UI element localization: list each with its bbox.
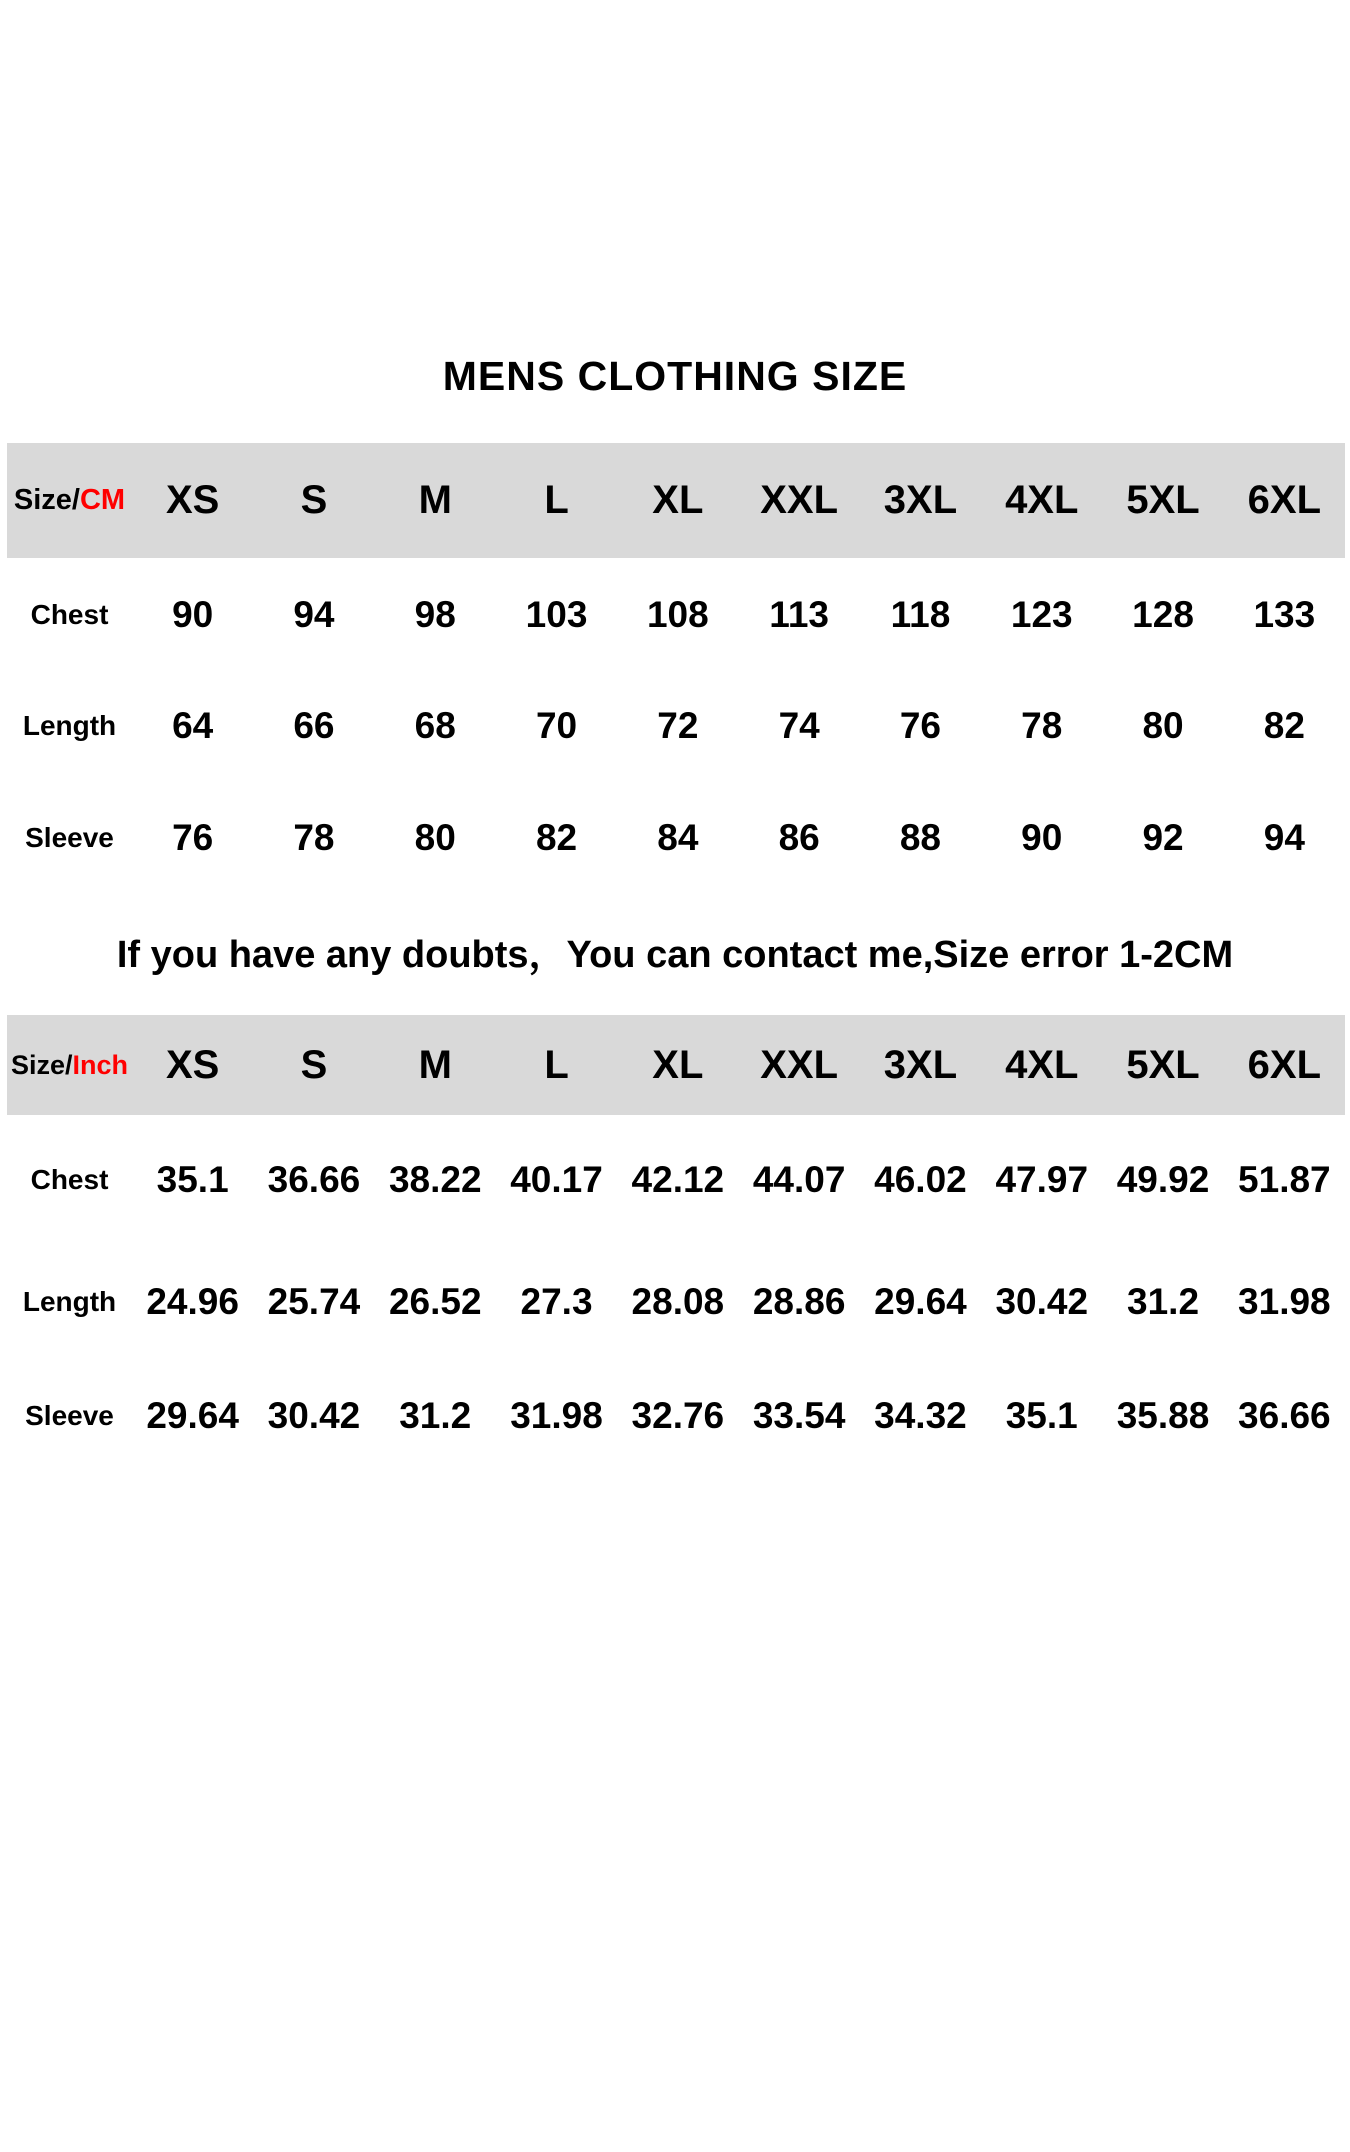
cm-length-value: 72 (657, 705, 699, 746)
cm-sleeve-value: 84 (657, 816, 699, 858)
cm-chest-value: 90 (172, 594, 214, 635)
inch-length-value: 26.52 (388, 1280, 482, 1322)
inch-col-header-s: S (253, 1015, 374, 1115)
inch-col-header-xl: XL (617, 1015, 738, 1115)
inch-length-value: 30.42 (995, 1280, 1089, 1322)
cm-table-unit-header (7, 443, 132, 558)
cm-sleeve-value: 92 (1142, 816, 1184, 858)
contact-note: If you have any doubts，You can contact me,Size error 1-2CM (116, 934, 1234, 976)
cm-chest-row-label: Chest (30, 599, 109, 630)
cm-sleeve-value: 86 (778, 816, 820, 858)
cm-sleeve-value: 80 (414, 816, 456, 858)
cm-chest-value: 128 (1132, 594, 1194, 635)
inch-chest-row-label: Chest (30, 1163, 109, 1195)
cm-length-value: 74 (778, 705, 820, 746)
cm-chest-value: 133 (1253, 594, 1316, 635)
cm-length-value: 64 (172, 705, 214, 746)
cm-col-header-xs: XS (132, 443, 253, 558)
inch-col-header-l: L (496, 1015, 617, 1115)
inch-sleeve-value: 35.1 (1005, 1394, 1078, 1436)
inch-length-value: 28.08 (631, 1280, 725, 1322)
inch-chest-value: 40.17 (510, 1158, 603, 1200)
inch-sleeve-value: 35.88 (1116, 1394, 1210, 1436)
cm-chest-value: 98 (414, 594, 456, 635)
cm-col-header-5xl: 5XL (1102, 443, 1223, 558)
cm-sleeve-row-label: Sleeve (25, 821, 114, 853)
cm-col-header-s: S (253, 443, 374, 558)
cm-length-value: 76 (899, 705, 942, 746)
inch-sleeve-value: 31.98 (510, 1394, 603, 1436)
inch-col-header-6xl: 6XL (1224, 1015, 1345, 1115)
cm-col-header-m: M (375, 443, 496, 558)
inch-length-row-label: Length (22, 1285, 117, 1317)
cm-sleeve-value: 90 (1021, 816, 1063, 858)
cm-length-value: 68 (414, 705, 456, 746)
inch-sleeve-value: 36.66 (1238, 1394, 1331, 1436)
cm-sleeve-value: 82 (535, 816, 578, 858)
inch-length-value: 25.74 (267, 1280, 361, 1322)
inch-col-header-5xl: 5XL (1102, 1015, 1223, 1115)
inch-length-value: 29.64 (874, 1280, 967, 1322)
size-table-cm (7, 443, 1345, 895)
page-title: MENS CLOTHING SIZE (442, 353, 908, 399)
cm-chest-value: 108 (646, 594, 709, 635)
cm-col-header-xl: XL (617, 443, 738, 558)
inch-col-header-3xl: 3XL (860, 1015, 981, 1115)
inch-sleeve-value: 31.2 (399, 1394, 472, 1436)
cm-sleeve-value: 76 (172, 816, 214, 858)
cm-length-value: 80 (1142, 705, 1184, 746)
inch-col-header-xs: XS (132, 1015, 253, 1115)
inch-chest-value: 44.07 (752, 1158, 846, 1200)
cm-sleeve-value: 94 (1263, 816, 1305, 858)
cm-sleeve-value: 78 (293, 816, 335, 858)
cm-length-value: 70 (535, 705, 578, 746)
size-prefix-label: Size/ (10, 1049, 73, 1080)
inch-sleeve-value: 33.54 (752, 1394, 846, 1436)
cm-col-header-6xl: 6XL (1224, 443, 1345, 558)
cm-length-value: 82 (1263, 705, 1305, 746)
inch-sleeve-value: 30.42 (267, 1394, 361, 1436)
inch-length-value: 31.2 (1127, 1280, 1200, 1322)
cm-chest-value: 123 (1010, 594, 1073, 635)
cm-col-header-4xl: 4XL (981, 443, 1102, 558)
cm-length-value: 78 (1021, 705, 1063, 746)
inch-chest-value: 51.87 (1238, 1158, 1331, 1200)
inch-length-value: 24.96 (146, 1280, 239, 1322)
cm-col-header-l: L (496, 443, 617, 558)
cm-length-value: 66 (293, 705, 335, 746)
inch-chest-value: 38.22 (388, 1158, 482, 1200)
cm-chest-value: 94 (293, 594, 335, 635)
inch-length-value: 28.86 (752, 1280, 846, 1322)
inch-sleeve-row-label: Sleeve (25, 1399, 114, 1431)
inch-chest-value: 47.97 (995, 1158, 1089, 1200)
inch-length-value: 27.3 (520, 1280, 593, 1322)
cm-length-row-label: Length (22, 710, 117, 741)
inch-col-header-xxl: XXL (739, 1015, 860, 1115)
cm-sleeve-value: 88 (899, 816, 942, 858)
cm-chest-value: 103 (525, 594, 588, 635)
inch-table-unit-header (7, 1015, 132, 1115)
cm-col-header-3xl: 3XL (860, 443, 981, 558)
cm-unit-label: CM (79, 484, 126, 516)
inch-sleeve-value: 32.76 (631, 1394, 725, 1436)
cm-col-header-xxl: XXL (739, 443, 860, 558)
inch-chest-value: 49.92 (1116, 1158, 1210, 1200)
size-table-inch (7, 1015, 1345, 1472)
inch-chest-value: 46.02 (874, 1158, 967, 1200)
cm-chest-value: 113 (769, 594, 829, 635)
size-prefix-label: Size/ (13, 484, 80, 516)
inch-chest-value: 35.1 (156, 1158, 229, 1200)
inch-unit-label: Inch (72, 1049, 129, 1080)
inch-length-value: 31.98 (1238, 1280, 1331, 1322)
inch-chest-value: 42.12 (631, 1158, 725, 1200)
inch-col-header-4xl: 4XL (981, 1015, 1102, 1115)
cm-chest-value: 118 (890, 594, 951, 635)
inch-sleeve-value: 34.32 (874, 1394, 967, 1436)
inch-col-header-m: M (375, 1015, 496, 1115)
inch-chest-value: 36.66 (267, 1158, 361, 1200)
inch-sleeve-value: 29.64 (146, 1394, 239, 1436)
